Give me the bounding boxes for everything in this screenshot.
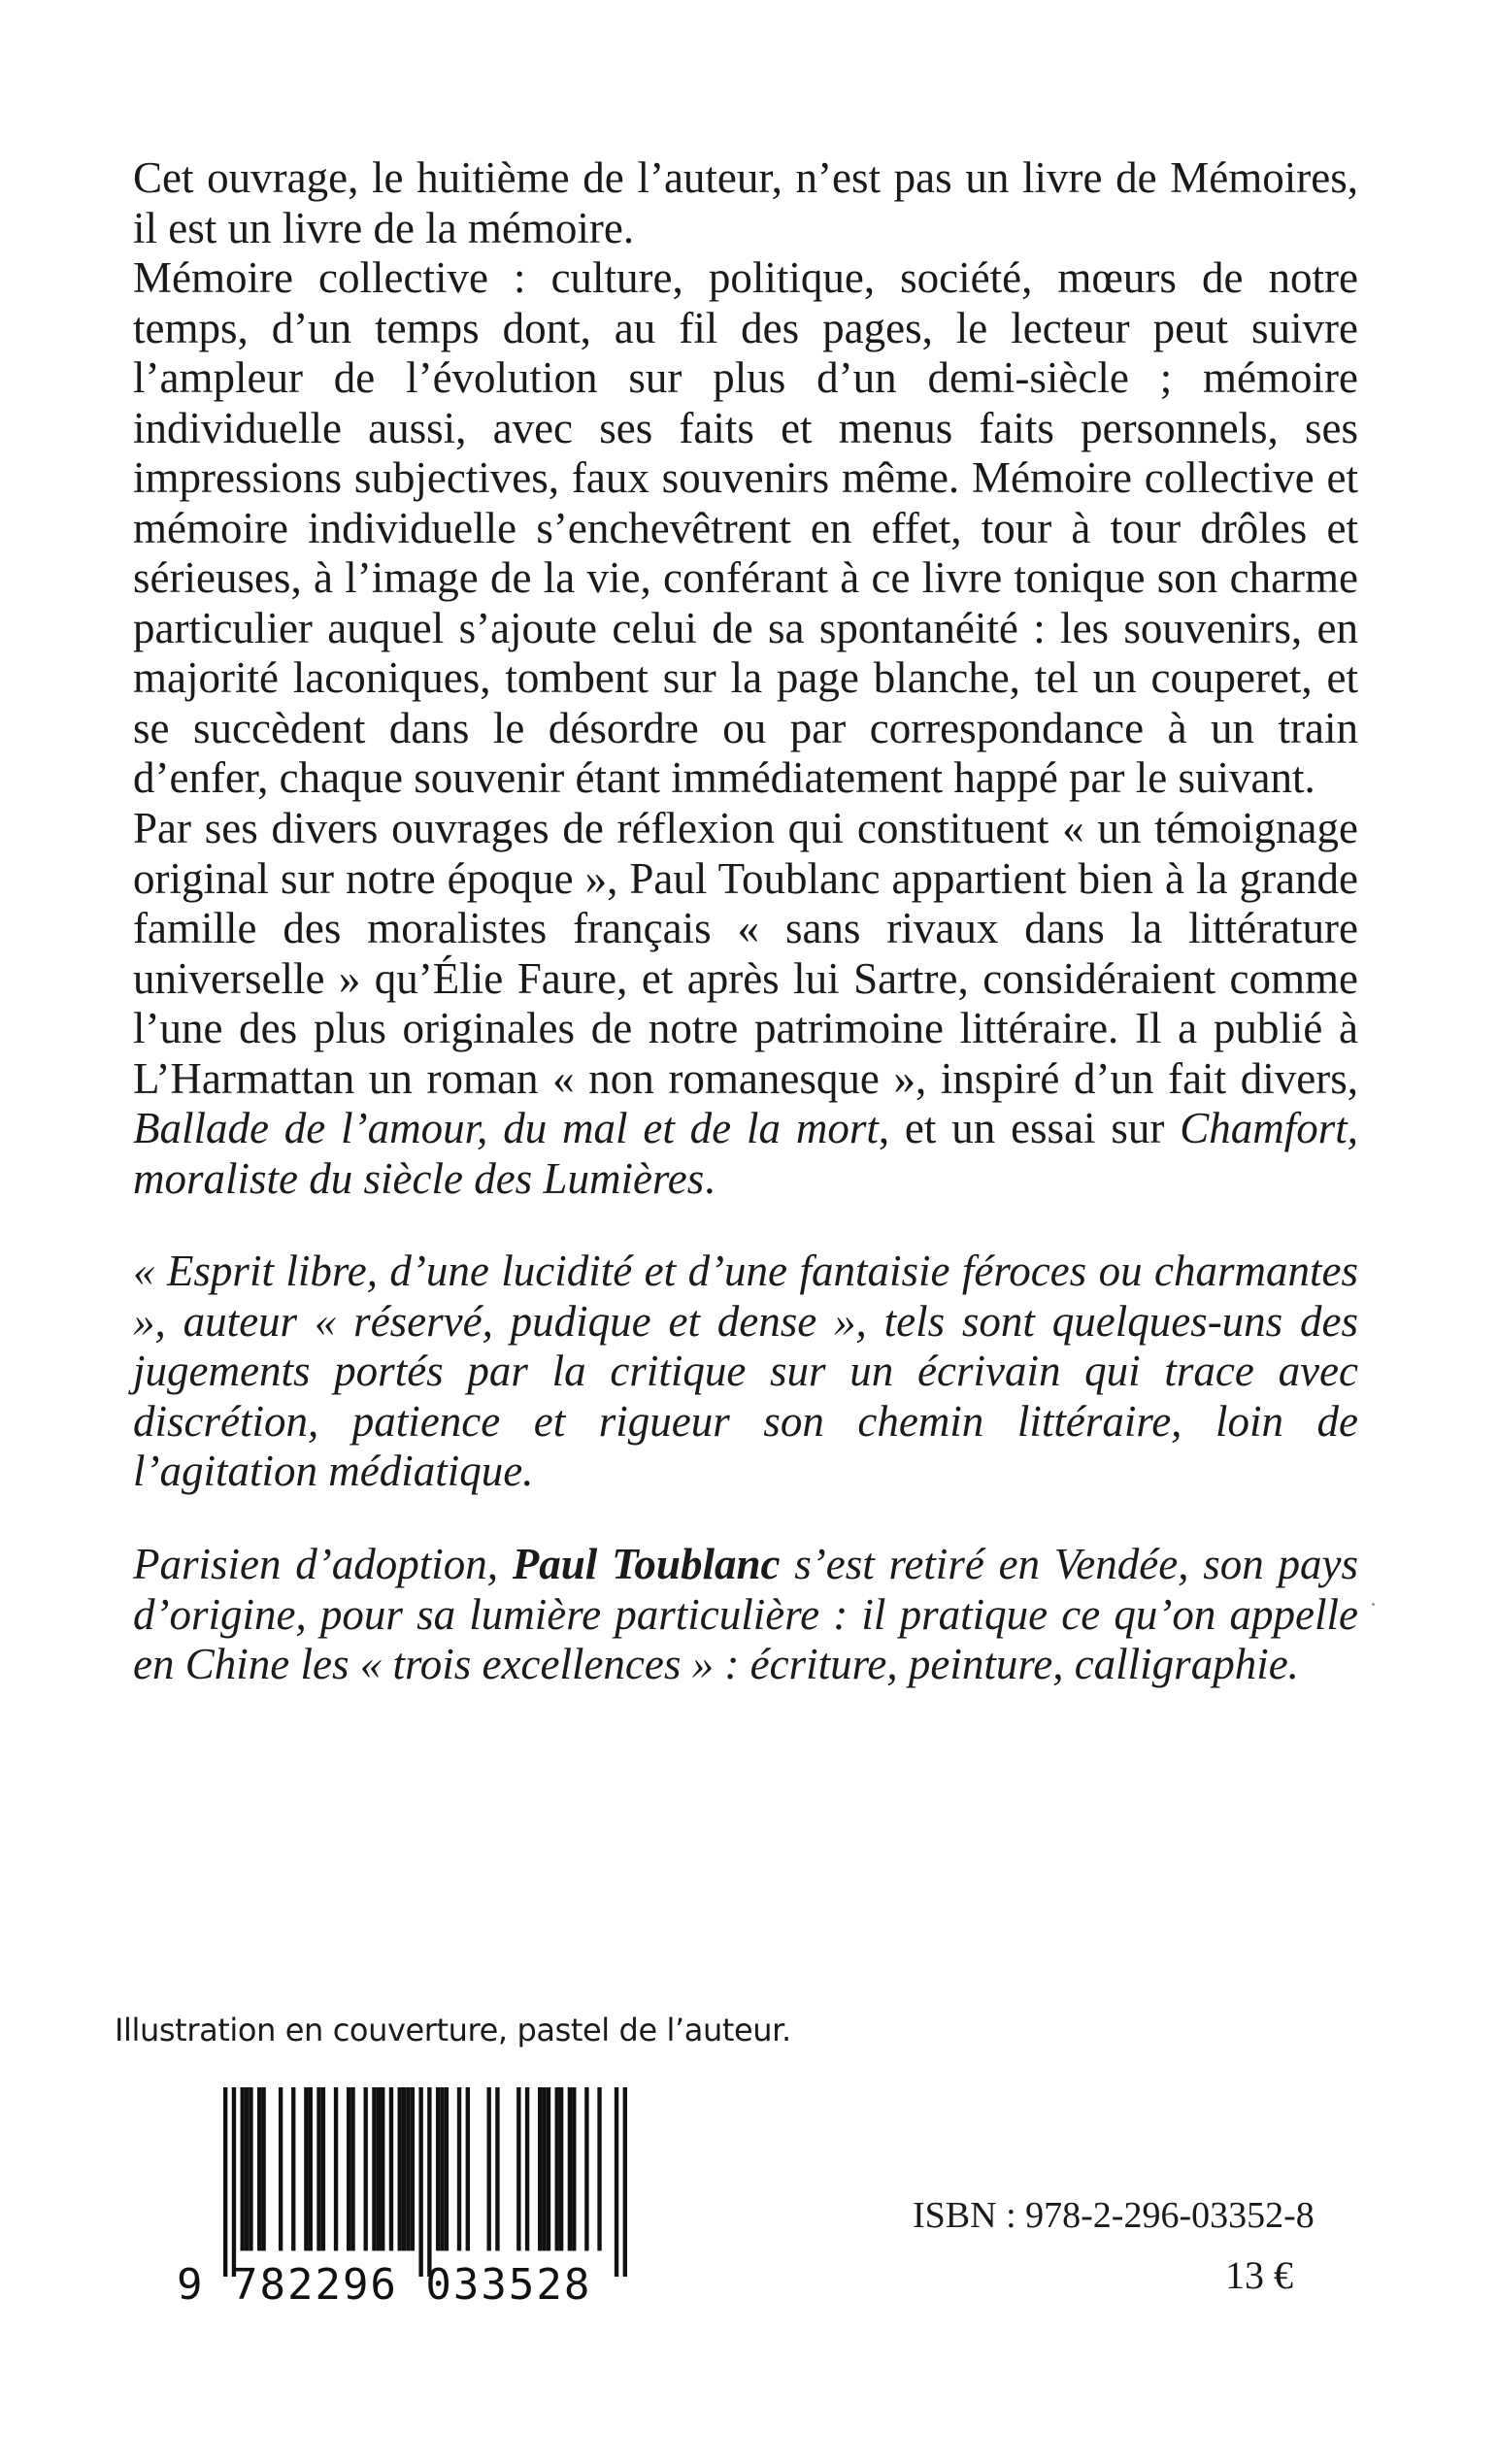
barcode-bar xyxy=(372,2087,376,2250)
barcode-bar xyxy=(350,2087,354,2250)
barcode-bar xyxy=(316,2087,320,2250)
bio-mid: , et un essai sur xyxy=(878,1104,1181,1152)
bio-text: Par ses divers ouvrages de réflexion qui constituent « un témoignage original sur notre époque », Paul Toublanc appartient bien à la grande famille des moralistes français « sans rivaux dans la littérature universelle » qu’Élie Faure, et après lui Sartre, considéraient comme l’une des plus originales de notre patrimoine littéraire. Il a publié à L’Harmattan un roman « non romanesque », inspiré d’un fait divers, xyxy=(133,804,1358,1103)
barcode-bar xyxy=(555,2087,559,2250)
barcode-bar xyxy=(568,2087,572,2250)
barcode-bar xyxy=(406,2087,410,2250)
barcode-bar xyxy=(547,2087,550,2250)
author-paragraph xyxy=(133,1540,1358,1690)
barcode-bar xyxy=(440,2087,444,2250)
barcode-bar xyxy=(516,2087,520,2250)
isbn: ISBN : 978-2-296-03352-8 xyxy=(913,2195,1315,2236)
author-text-end: s’est retiré en Vendée, son pays d’origine, pour sa lumière particulière : il pratique ce qu’on appelle en Chine les « trois excellences » : écriture, peinture, calligraphie. xyxy=(133,1540,1359,1688)
author-name: Paul Toublanc xyxy=(512,1540,781,1588)
barcode-bar xyxy=(486,2087,490,2250)
barcode-bar xyxy=(241,2087,245,2250)
barcode-bar xyxy=(334,2087,338,2250)
barcode-bar xyxy=(427,2087,431,2277)
barcode-bar xyxy=(402,2087,406,2250)
bio-end: . xyxy=(704,1153,716,1203)
barcode-bar xyxy=(542,2087,546,2250)
memory-paragraph: Mémoire collective : culture, politique, société, mœurs de notre temps, d’un temps dont, au fil des pages, le lecteur peut suivre l’ampleur de l’évolution sur plus d’un demi-siècle ; mémoire individuelle aussi, avec ses faits et menus faits personnels, ses impressions subjectives, faux souvenirs même. Mémoire collective et mémoire individuelle s’enchevêtrent en effet, tour à tour drôles et sérieuses, à l’image de la vie, conférant à ce livre tonique son charme particulier auquel s’ajoute celui de sa spontanéité : les souvenirs, en majorité laconiques, tombent sur la page blanche, tel un couperet, et se succèdent dans le désordre ou par correspondance à un train d’enfer, chaque souvenir étant immédiatement happé par le suivant. xyxy=(133,253,1358,802)
intro-line-1: Cet ouvrage, le huitième de l’auteur, n’est pas un livre de Mémoires, il est un livre de la mémoire. xyxy=(133,153,1358,252)
barcode-bar xyxy=(245,2087,249,2250)
book-title-chamfort: Chamfort, moraliste du siècle des Lumières xyxy=(133,1104,1358,1203)
barcode-bar xyxy=(615,2087,618,2277)
barcode-bar xyxy=(321,2087,325,2250)
barcode-bar xyxy=(538,2087,542,2250)
barcode-bar xyxy=(304,2087,308,2250)
barcode-bar xyxy=(347,2087,350,2250)
barcode-bar xyxy=(364,2087,368,2250)
barcode-bar xyxy=(309,2087,313,2250)
barcode-bar xyxy=(389,2087,393,2250)
barcode-bar xyxy=(525,2087,529,2250)
barcode-bars xyxy=(223,2087,627,2277)
barcode-bar xyxy=(261,2087,265,2250)
barcode-bar xyxy=(445,2087,449,2250)
barcode-bar xyxy=(223,2087,227,2277)
barcode-bar xyxy=(572,2087,576,2250)
barcode-bar xyxy=(418,2087,422,2277)
barcode-bar xyxy=(584,2087,588,2250)
barcode xyxy=(177,2087,633,2310)
barcode-bar xyxy=(381,2087,384,2250)
author-text-start: Parisien d’adoption, xyxy=(133,1540,513,1588)
barcode-bar xyxy=(411,2087,415,2250)
barcode-bar xyxy=(279,2087,283,2250)
barcode-bar xyxy=(257,2087,261,2250)
barcode-bar xyxy=(457,2087,461,2250)
price: 13 € xyxy=(1225,2253,1293,2297)
barcode-bar xyxy=(232,2087,236,2277)
barcode-bar xyxy=(466,2087,470,2250)
illustration-credit: Illustration en couverture, pastel de l’auteur. xyxy=(115,2012,791,2048)
barcode-bar xyxy=(398,2087,402,2250)
critics-quote-paragraph: « Esprit libre, d’une lucidité et d’une fantaisie féroces ou charmantes », auteur « réservé, pudique et dense », tels sont quelques-uns des jugements portés par la critique sur un écrivain qui trace avec discrétion, patience et rigueur son chemin littéraire, loin de l’agitation médiatique. xyxy=(133,1247,1358,1495)
intro-paragraph xyxy=(133,153,1358,804)
barcode-bar xyxy=(249,2087,252,2250)
speck-mark xyxy=(1372,1603,1375,1606)
barcode-number: 9 782296 033528 xyxy=(177,2260,592,2310)
barcode-bar xyxy=(597,2087,601,2250)
barcode-bar xyxy=(559,2087,563,2250)
bio-paragraph xyxy=(133,804,1358,1204)
book-title-ballade: Ballade de l’amour, du mal et de la mort xyxy=(133,1104,879,1152)
barcode-bar xyxy=(291,2087,295,2250)
barcode-bar xyxy=(495,2087,499,2250)
barcode-bar xyxy=(377,2087,381,2250)
barcode-bar xyxy=(436,2087,440,2250)
barcode-bar xyxy=(623,2087,627,2277)
